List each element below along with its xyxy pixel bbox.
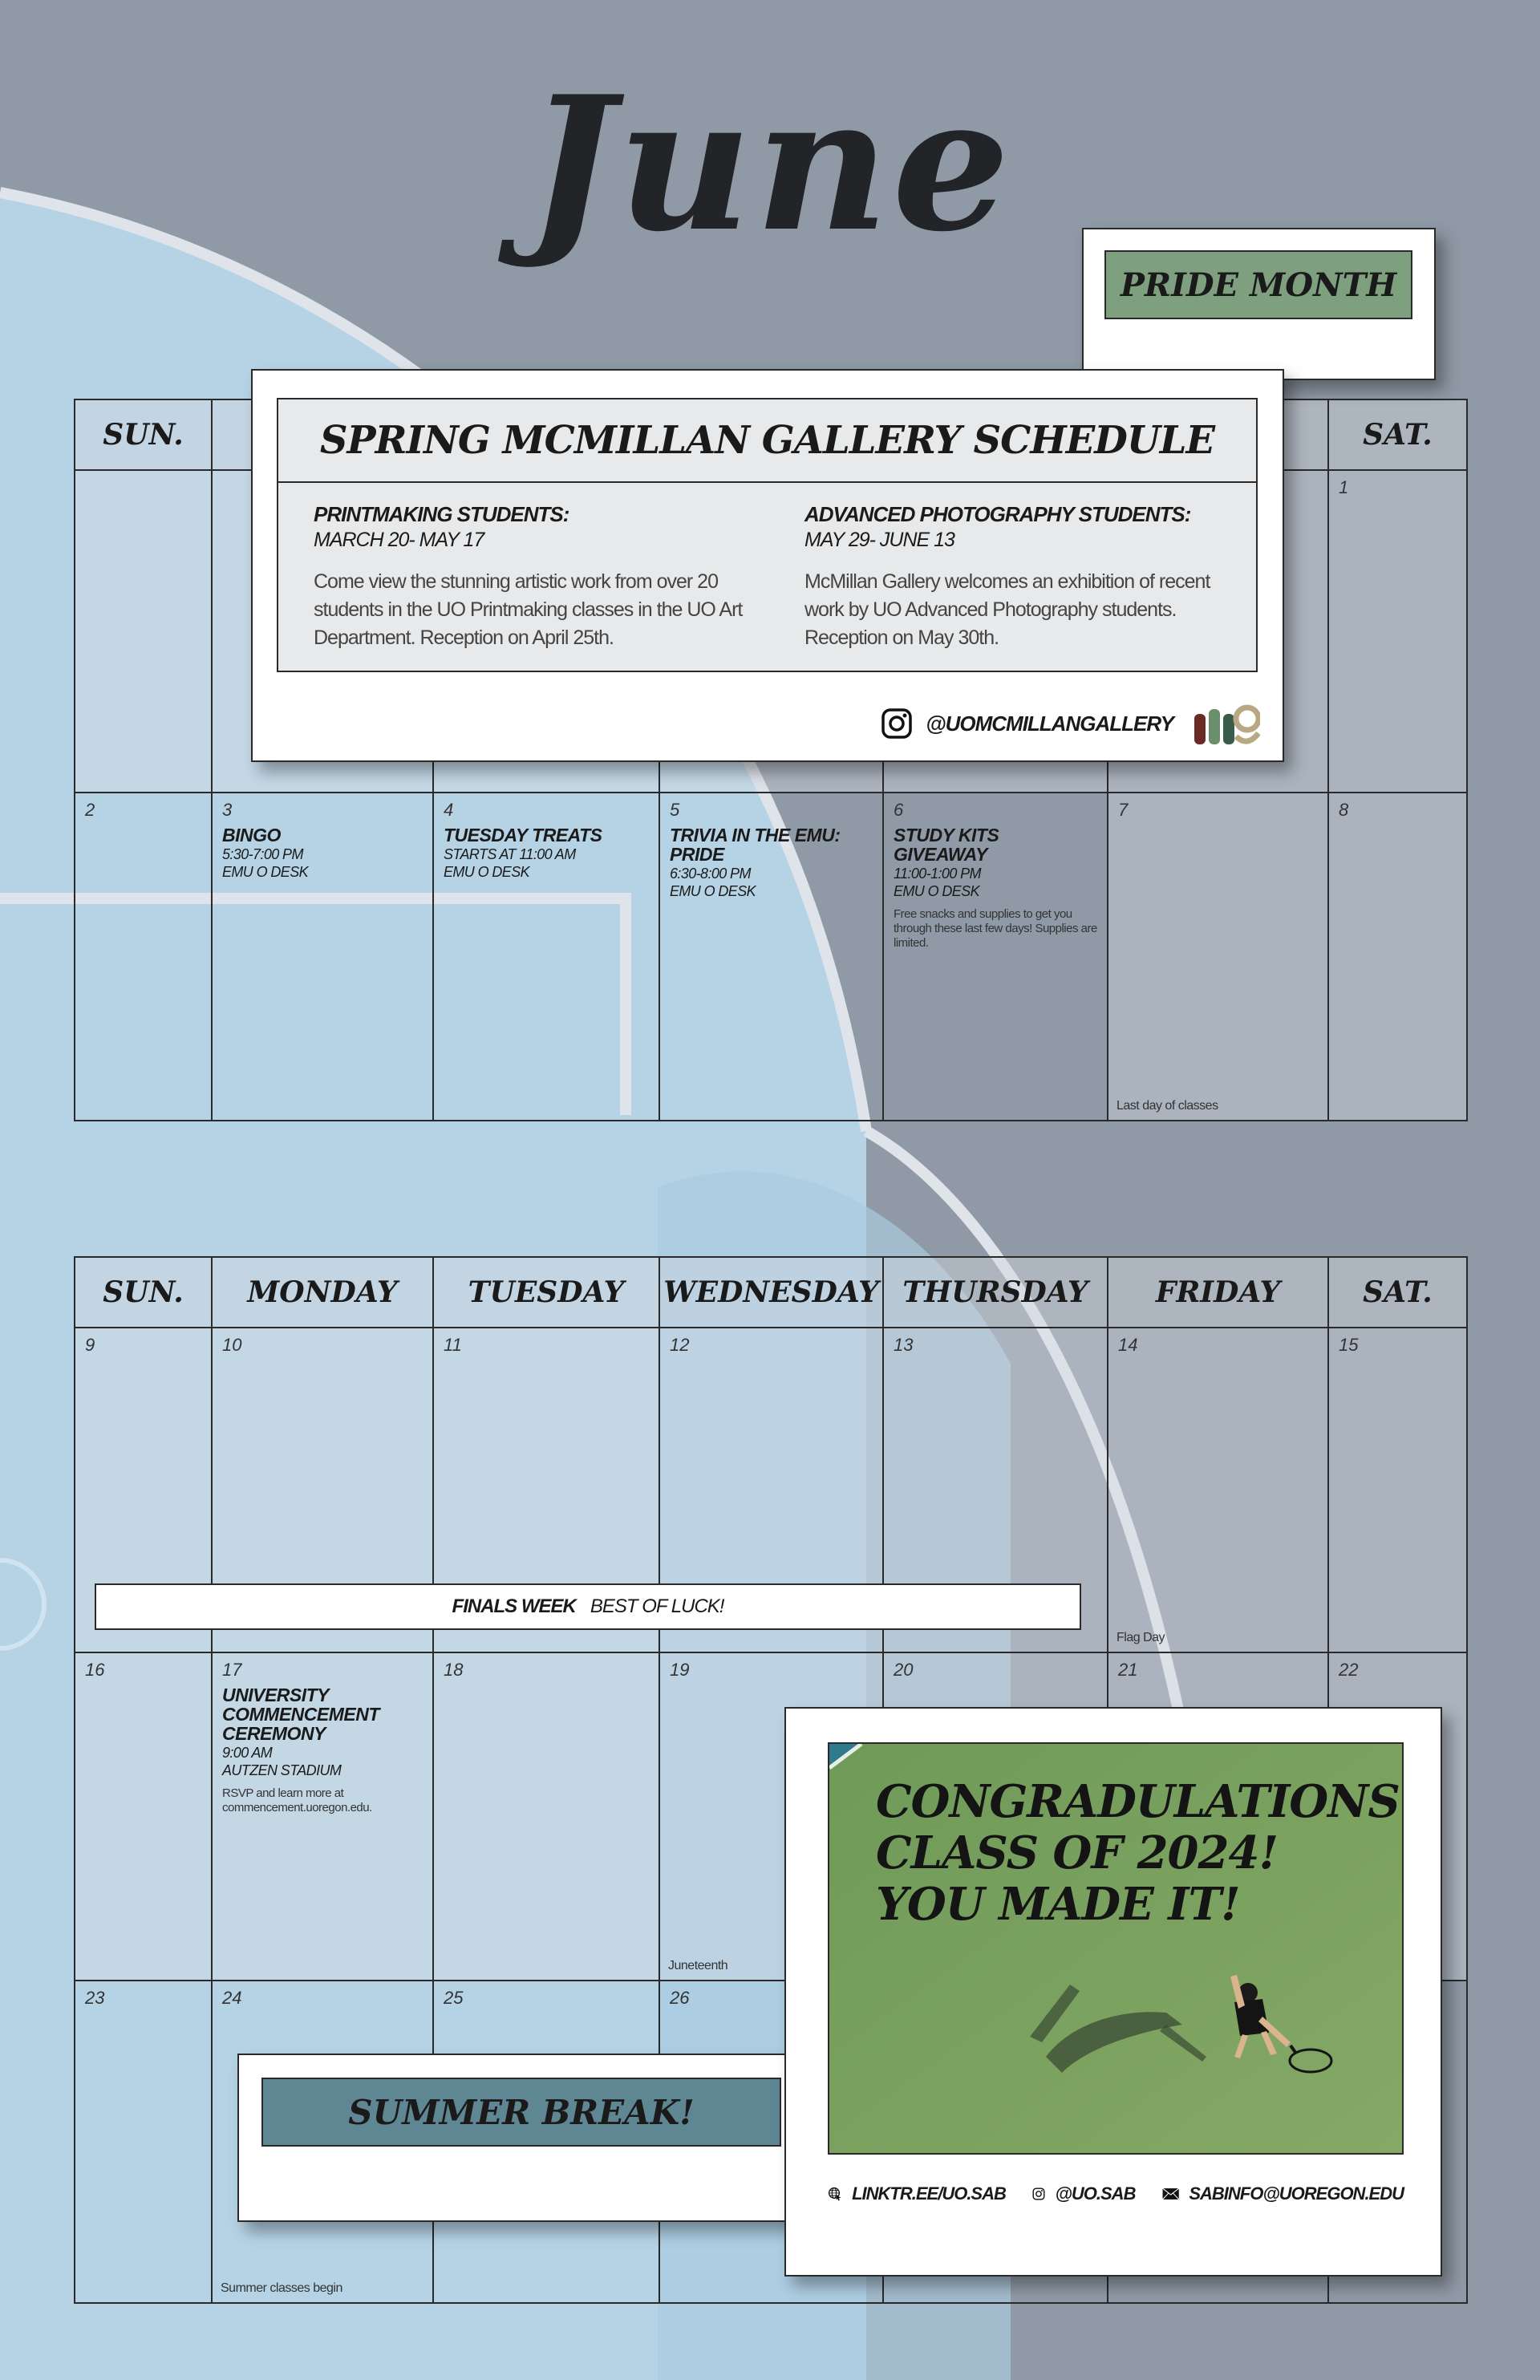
day-number: 22: [1339, 1660, 1359, 1680]
day-number: 11: [444, 1335, 462, 1355]
day-cell-17: [213, 1653, 434, 1981]
mcmillan-gallery-logo: [1191, 701, 1260, 746]
day-number: 5: [670, 800, 680, 820]
day-cell-7: [1108, 793, 1329, 1120]
month-title: June: [527, 56, 1013, 273]
event-place: EMU O DESK: [444, 864, 530, 880]
photography-dates: MAY 29- JUNE 13: [804, 529, 954, 551]
day-cell-16: [75, 1653, 213, 1981]
finals-sub: BEST OF LUCK!: [590, 1595, 724, 1617]
day-cell-1: [1329, 471, 1466, 793]
header-sat: SAT.: [1329, 1258, 1466, 1328]
header-wed: WEDNESDAY: [660, 1258, 884, 1328]
day-number: 20: [894, 1660, 914, 1680]
header-fri: FRIDAY: [1108, 1258, 1329, 1328]
day-number: 16: [85, 1660, 105, 1680]
summer-break-card: [237, 2054, 805, 2222]
day-note: Last day of classes: [1116, 1099, 1218, 1113]
event-place: EMU O DESK: [894, 883, 980, 899]
event-title: UNIVERSITY COMMENCEMENT CEREMONY: [222, 1685, 379, 1744]
event-title: TUESDAY TREATS: [444, 825, 602, 845]
day-note: Summer classes begin: [221, 2281, 342, 2295]
day-cell-8: [1329, 793, 1466, 1120]
event-title: STUDY KITS GIVEAWAY: [894, 825, 999, 865]
header-tue: TUESDAY: [434, 1258, 660, 1328]
day-cell-23: [75, 1981, 213, 2302]
event-title: BINGO: [222, 825, 281, 845]
day-number: 18: [444, 1660, 464, 1680]
congratulations-headline: CONGRADULATIONS CLASS OF 2024! YOU MADE IT!: [876, 1775, 1400, 1931]
photography-block: [804, 502, 1254, 652]
globe-cursor-icon[interactable]: [828, 2180, 842, 2208]
day-number: 13: [894, 1335, 914, 1355]
day-number: 1: [1339, 477, 1349, 497]
day-cell-4: [434, 793, 660, 1120]
event-time: 11:00-1:00 PM: [894, 866, 981, 882]
event-time: 9:00 AM: [222, 1745, 273, 1761]
photography-heading: ADVANCED PHOTOGRAPHY STUDENTS:: [804, 502, 1191, 526]
day-cell-3: [213, 793, 434, 1120]
gallery-schedule-card: [251, 369, 1284, 762]
header-sat: SAT.: [1329, 400, 1466, 471]
instagram-icon[interactable]: [881, 708, 913, 740]
photography-body: McMillan Gallery welcomes an exhibition of recent work by UO Advanced Photography students. Reception on May 30th.: [804, 570, 1210, 649]
day-number: 9: [85, 1335, 95, 1355]
sab-instagram-handle[interactable]: @UO.SAB: [1055, 2183, 1136, 2204]
congratulations-card: [784, 1707, 1442, 2277]
instagram-icon[interactable]: [1032, 2182, 1045, 2206]
day-note: Flag Day: [1116, 1631, 1165, 1644]
event-time: 6:30-8:00 PM: [670, 866, 751, 882]
day-note: Juneteenth: [668, 1959, 728, 1973]
day-number: 12: [670, 1335, 690, 1355]
day-number: 25: [444, 1988, 464, 2008]
day-number: 14: [1118, 1335, 1138, 1355]
day-cell: [75, 471, 213, 793]
event-place: EMU O DESK: [670, 883, 756, 899]
day-number: 3: [222, 800, 233, 820]
day-number: 10: [222, 1335, 242, 1355]
day-number: 26: [670, 1988, 690, 2008]
header-mon: MONDAY: [213, 1258, 434, 1328]
gallery-instagram-handle[interactable]: @UOMCMILLANGALLERY: [926, 711, 1173, 736]
pride-month-card: [1082, 228, 1436, 380]
day-number: 2: [85, 800, 95, 820]
sab-email[interactable]: SABINFO@UOREGON.EDU: [1189, 2183, 1404, 2204]
finals-label: FINALS WEEK: [452, 1595, 576, 1617]
day-number: 15: [1339, 1335, 1359, 1355]
pride-month-label: PRIDE MONTH: [1104, 250, 1412, 319]
day-number: 17: [222, 1660, 242, 1680]
printmaking-body: Come view the stunning artistic work from over 20 students in the UO Printmaking classes in the UO Art Department. Reception on April 25th.: [314, 570, 743, 649]
header-sun: SUN.: [75, 1258, 213, 1328]
gallery-schedule-box: [277, 398, 1258, 672]
day-cell-15: [1329, 1328, 1466, 1653]
linktree-link[interactable]: LINKTR.EE/UO.SAB: [852, 2183, 1006, 2204]
mail-icon[interactable]: [1162, 2183, 1179, 2205]
day-cell-2: [75, 793, 213, 1120]
day-number: 6: [894, 800, 904, 820]
event-place: EMU O DESK: [222, 864, 309, 880]
event-note: RSVP and learn more at commencement.uoregon.edu.: [222, 1786, 372, 1814]
event-time: 5:30-7:00 PM: [222, 846, 303, 862]
day-number: 23: [85, 1988, 105, 2008]
summer-break-label: SUMMER BREAK!: [261, 2078, 781, 2147]
header-thu: THURSDAY: [884, 1258, 1108, 1328]
gallery-social: [881, 708, 1173, 740]
event-place: AUTZEN STADIUM: [222, 1762, 342, 1778]
day-number: 8: [1339, 800, 1349, 820]
day-cell-6: [884, 793, 1108, 1120]
gallery-title: SPRING MCMILLAN GALLERY SCHEDULE: [278, 399, 1256, 483]
tennis-photo: [828, 1742, 1404, 2155]
event-time: STARTS AT 11:00 AM: [444, 846, 576, 862]
sab-social-links: [828, 2180, 1404, 2208]
day-number: 7: [1118, 800, 1129, 820]
printmaking-block: [314, 502, 763, 652]
day-number: 4: [444, 800, 454, 820]
event-title: TRIVIA IN THE EMU: PRIDE: [670, 825, 841, 865]
header-sun: SUN.: [75, 400, 213, 471]
event-note: Free snacks and supplies to get you through these last few days! Supplies are limited.: [894, 907, 1097, 950]
printmaking-dates: MARCH 20- MAY 17: [314, 529, 484, 551]
printmaking-heading: PRINTMAKING STUDENTS:: [314, 502, 569, 526]
day-number: 21: [1118, 1660, 1138, 1680]
day-cell-18: [434, 1653, 660, 1981]
day-number: 24: [222, 1988, 242, 2008]
finals-week-banner: [95, 1583, 1081, 1630]
day-cell-5: [660, 793, 884, 1120]
day-number: 19: [670, 1660, 690, 1680]
day-cell-14: [1108, 1328, 1329, 1653]
